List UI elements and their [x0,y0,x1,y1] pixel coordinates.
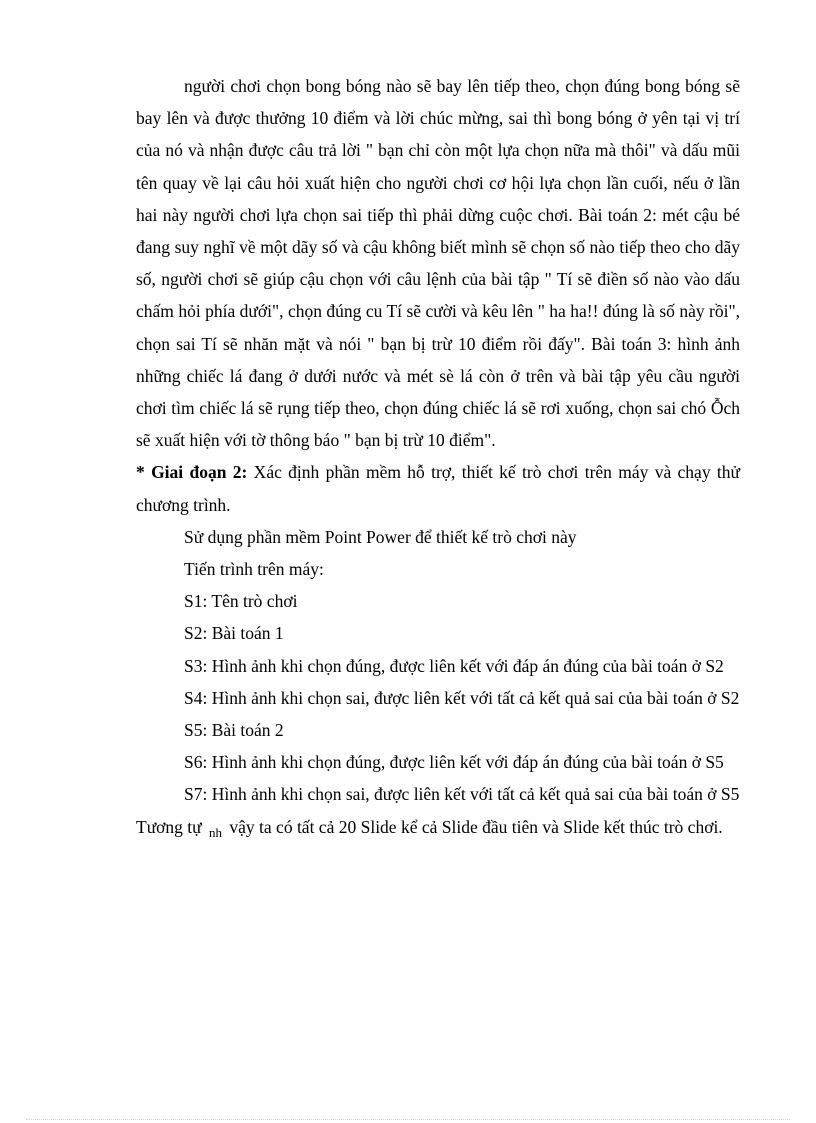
paragraph-conclusion [136,811,740,845]
slide-item-s1: S1: Tên trò chơi [184,591,298,612]
slide-item-s2: S2: Bài toán 1 [184,623,284,644]
conclusion-small-fragment: nh [209,824,223,840]
slide-item-s3: S3: Hình ảnh khi chọn đúng, được liên kết với đáp án đúng của bài toán ở S2 [184,655,724,676]
conclusion-end: vậy ta có tất cả 20 Slide kể cả Slide đầu tiên và Slide kết thúc trò chơi. [229,816,723,837]
process-heading: Tiến trình trên máy: [184,559,324,580]
slide-item-s5: S5: Bài toán 2 [184,720,284,741]
software-line: Sử dụng phần mềm Point Power để thiết kế trò chơi này [184,526,577,547]
stage-2-text: Xác định phần mềm hỗ trợ, thiết kế trò chơi trên máy và chạy thử chương trình. [136,462,740,515]
paragraph-stage-2 [136,456,740,520]
page-bottom-divider [26,1119,790,1120]
slide-item-s6: S6: Hình ảnh khi chọn đúng, được liên kết với đáp án đúng của bài toán ở S5 [184,752,724,773]
document-page [136,70,740,845]
slide-item-s4: S4: Hình ảnh khi chọn sai, được liên kết với tất cả kết quả sai của bài toán ở S2 [184,687,740,708]
slide-item-s7: S7: Hình ảnh khi chọn sai, được liên kết với tất cả kết quả sai của bài toán ở S5 [184,784,740,805]
stage-2-label: * Giai đoạn 2: [136,462,248,483]
paragraph-game-description: người chơi chọn bong bóng nào sẽ bay lên tiếp theo, chọn đúng bong bóng sẽ bay lên và được thưởng 10 điểm và lời chúc mừng, sai thì bong bóng ở yên tại vị trí của nó và nhận được câu trả lời " bạn chỉ còn một lựa chọn nữa mà thôi" và dấu mũi tên quay về lại câu hỏi xuất hiện cho người chơi cơ hội lựa chọn lần cuối, nếu ở lần hai này người chơi lựa chọn sai tiếp thì phải dừng cuộc chơi. Bài toán 2: mét cậu bé đang suy nghĩ về một dãy số và cậu không biết mình sẽ chọn số nào tiếp theo cho dãy số, người chơi sẽ giúp cậu chọn với câu lệnh của bài tập " Tí sẽ điền số nào vào dấu chấm hỏi phía dưới", chọn đúng cu Tí sẽ cười và kêu lên " ha ha!! đúng là số này rồi", chọn sai Tí sẽ nhăn mặt và nói " bạn bị trừ 10 điểm rồi đấy". Bài toán 3: hình ảnh những chiếc lá đang ở dưới nước và mét sè lá còn ở trên và bài tập yêu cầu người chơi tìm chiếc lá sẽ rụng tiếp theo, chọn đúng chiếc lá sẽ rơi xuống, chọn sai chó Ỗch sẽ xuất hiện với tờ thông báo " bạn bị trừ 10 điểm". [136,76,740,451]
conclusion-start: Tương tự [136,816,202,837]
